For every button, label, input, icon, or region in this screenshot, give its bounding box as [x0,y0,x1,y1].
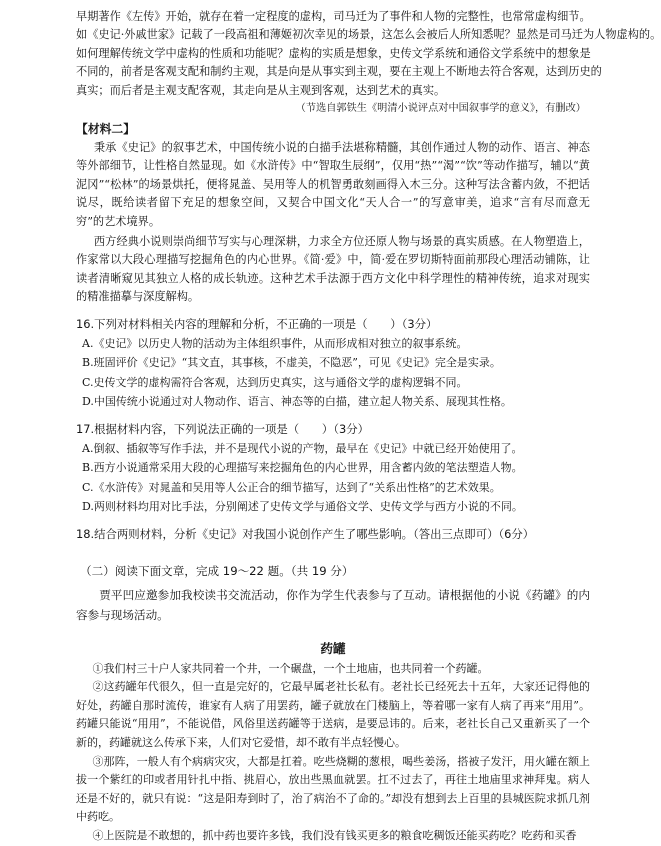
section-heading: （二）阅读下面文章，完成 19～22 题。（共 19 分） [80,563,354,578]
text-line: 如《史记·外戚世家》记载了一段高祖和薄姬初次幸见的场景，这怎么会被后人所知悉呢？显然是司马迁为人物虚构的。 [76,28,661,42]
option-d: D.两则材料均用对比手法，分别阐述了史传文学与通俗文学、史传文学与西方小说的不同。 [82,500,523,514]
material2-para-1: 秉承《史记》的叙事艺术，中国传统小说的白描手法堪称精髓，其创作通过人物的动作、语言、神态等外部细节，让性格自然显现。如《水浒传》中“智取生辰纲”，仅用“热”“渴”“饮”等动作描写，辅以“黄泥冈”“松林”的场景烘托，便将晁盖、吴用等人的机智勇敢刻画得入木三分。这种写法含蓄内敛，不把话说尽，既给读者留下充足的想象空间，又契合中国文化“天人合一”的写意审美，追求“言有尽而意无穷”的艺术境界。 [76,141,590,228]
question-stem: 16.下列对材料相关内容的理解和分析，不正确的一项是（ ）（3分） [76,316,438,331]
material2 [76,119,590,307]
question-17 [76,420,590,517]
material-label: 【材料二】 [76,122,136,137]
question-stem: 18.结合两则材料，分析《史记》对我国小说创作产生了哪些影响。（答出三点即可）（6分） [76,526,535,541]
option-d: D.中国传统小说通过对人物动作、语言、神态等的白描，建立起人物关系、展现其性格。 [82,395,512,409]
story-title: 药罐 [320,640,346,656]
section-intro: 贾平凹应邀参加我校读书交流活动，你作为学生代表参与了互动。请根据他的小说《药罐》的内容参与现场活动。 [76,587,590,623]
option-c: C.史传文学的虚构需符合客观，达到历史真实，这与通俗文学的虚构逻辑不同。 [82,375,468,389]
story-paragraph: ①我们村三十户人家共同着一个井，一个碾盘，一个土地庙，也共同着一个药罐。 [92,661,489,675]
text-line: 如何理解传统文学中虚构的性质和功能呢？虚构的实质是想象，史传文学系统和通俗文学系统中的想象是 [76,46,591,60]
material2-para-2: 西方经典小说则崇尚细节写实与心理深耕，力求全方位还原人物与场景的真实质感。在人物塑造上，作家常以大段心理描写挖掘角色的内心世界。《简·爱》中，简·爱在罗切斯特面前那段心理活动铺陈，让读者清晰窥见其独立人格的成长轨迹。这种艺术手法源于西方文化中科学理性的精神传统，追求对现实的精准描摹与深度解构。 [76,235,590,304]
source-note: （节选自郭铁生《明清小说评点对中国叙事学的意义》，有删改） [295,103,586,115]
question-18 [76,525,590,544]
option-c: C.《水浒传》对晁盖和吴用等人公正合的细节描写，达到了“关系出性格”的艺术效果。 [82,480,501,494]
story-paragraph: ④上医院是不敢想的，抓中药也要许多钱，我们没有钱买更多的粮食吃稠饭还能买药吃？吃药和买香 [92,829,577,843]
option-b: B.西方小说通常采用大段的心理描写来挖掘角色的内心世界，用含蓄内敛的笔法塑造人物。 [82,461,523,475]
story-paragraph: ③那阵，一般人有个病病灾灾，大都是扛着。吃些烧糊的葱根，喝些姜汤，搭被子发汗，用火罐在额上拔一个紫红的印或者用针扎中指、挑眉心，放出些黑血就罢。扛不过去了，再往土地庙里求神拜鬼。病人还是不好的，就只有说：“这是阳寿到时了，治了病治不了命的。”却没有想到去上百里的县城医院求抓几剂中药吃。 [76,754,590,824]
option-a: A.《史记》以历史人物的活动为主体组织事件，从而形成相对独立的叙事系统。 [82,336,468,350]
story-paragraph: ②这药罐年代很久，但一直是完好的，它最早属老社长私有。老社长已经死去十五年，大家还记得他的好处，药罐自那时流传，谁家有人病了用罢药，罐子就放在门楼脑上，等着哪一家有人病了再来“用用”。药罐只能说“用用”，不能说借，风俗里送药罐等于送病，是要忌讳的。后来，老社长自己又重新买了一个新的，药罐就这么传承下来，人们对它爱惜，却不敢有半点轻慢心。 [76,680,590,750]
text-line: 真实；而后者是主观支配客观，其走向是从主观到客观，达到艺术的真实。 [76,83,446,97]
question-16 [76,315,590,412]
section-2 [76,562,590,846]
option-a: A.倒叙、插叙等写作手法，并不是现代小说的产物，最早在《史记》中就已经开始使用了。 [82,441,523,455]
text-line: 不同的，前者是客观支配和制约主观，其是向是从事实到主观，要在主观上不断地去符合客观，达到历史的 [76,65,602,79]
text-line: 早期著作《左传》开始，就存在着一定程度的虚构，司马迁为了事件和人物的完整性，也常常虚构细节。 [76,10,591,23]
option-b: B.班固评价《史记》“其文直，其事核，不虚美，不隐恶”，可见《史记》完全是实录。 [82,356,501,370]
material1-tail [76,8,661,117]
question-stem: 17.根据材料内容，下列说法正确的一项是（ ）（3分） [76,421,370,436]
